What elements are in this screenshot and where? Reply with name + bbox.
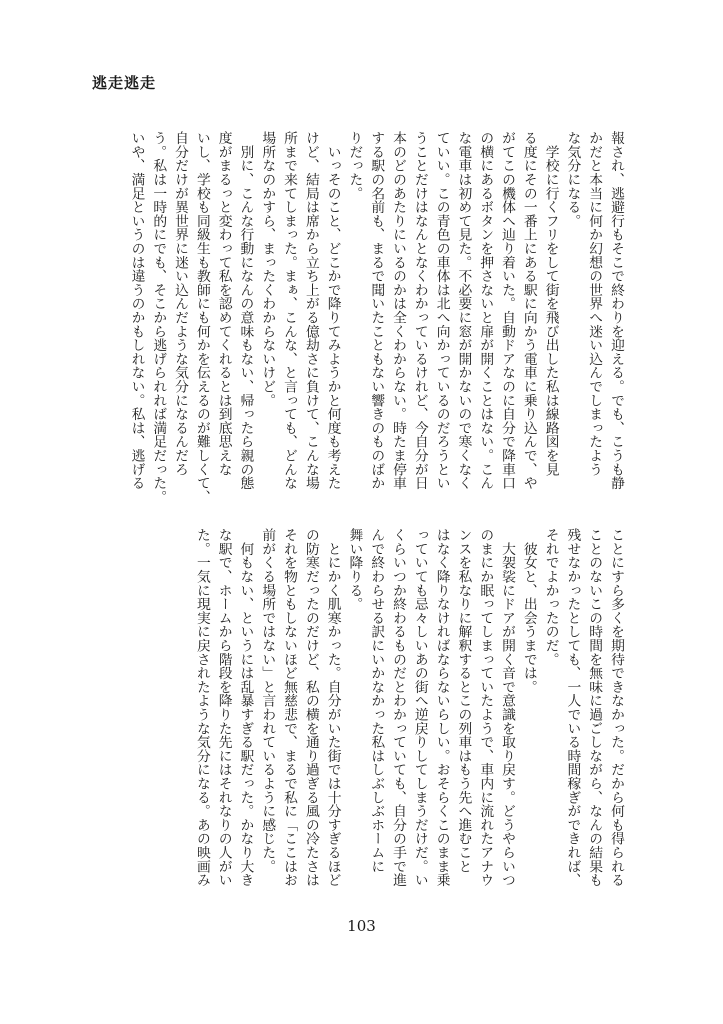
text-line: 何もない、というには乱暴すぎる駅だった。かなり大き	[237, 528, 254, 887]
text-line: う。私は一時的にでも、そこから逃げられれば満足だった。	[150, 131, 167, 504]
text-line: うことだけはなんとなくわかっているけれど、今自分が日	[411, 131, 428, 490]
text-line: 学校に行くフリをして街を飛び出した私は線路図を見	[542, 131, 559, 476]
text-line: 自分だけが異世界に迷い込んだような気分になるんだろ	[172, 131, 189, 476]
text-line: な電車は初めて見た。不必要に窓が開かないので寒くなく	[455, 131, 472, 490]
text-line: 度がまるっと変わって私を認めてくれるとは到底思えな	[215, 131, 232, 476]
text-line: それを物ともしないほど無慈悲で、まるで私に「ここはお	[281, 528, 298, 887]
text-line: けど、結局は席から立ち上がる億劫さに負けて、こんな場	[302, 131, 319, 490]
text-line: ことにすら多くを期待できなかった。だから何も得られる	[608, 528, 624, 887]
text-line: ンスを私なりに解釈するとこの列車はもう先へ進むこと	[455, 528, 472, 873]
text-line: いし、学校も同級生も教師にも何かを伝えるのが難しくて、	[193, 131, 210, 504]
text-line: 前がくる場所ではない」と言われているように感じた。	[259, 528, 276, 873]
text-line: ていい。この青色の車体は北へ向かっているのだろうとい	[433, 131, 450, 490]
text-line: んで終わらせる訳にいかなかった私はしぶしぶホームに	[368, 528, 385, 873]
page-number: 103	[347, 917, 376, 935]
text-line: くらいつか終わるものだとわかっていても、自分の手で進	[390, 528, 407, 887]
body-text-bottom	[102, 528, 626, 900]
text-line: っていても忌々しいあの街へ逆戻りしてしまうだけだ。い	[411, 528, 428, 887]
text-line: はなく降りなければならないらしい。おそらくこのまま乗	[433, 528, 450, 887]
text-line: のまにか眠ってしまっていたようで、車内に流れたアナウ	[477, 528, 494, 887]
text-line: な気分になる。	[564, 131, 581, 228]
text-line: する駅の名前も、まるで聞いたこともない響きのものばか	[368, 131, 385, 490]
text-line: りだった。	[346, 131, 363, 200]
text-line: それでよかったのだ。	[542, 528, 559, 666]
text-line: の防寒だったのだけど、私の横を通り過ぎる風の冷たさは	[302, 528, 319, 887]
body-text-top	[102, 131, 626, 503]
text-line: る度にその一番上にある駅に向かう電車に乗り込んで、や	[520, 131, 537, 490]
text-line: 別に、こんな行動になんの意味もない、帰ったら親の態	[237, 131, 254, 490]
text-line: いっそのこと、どこかで降りてみようかと何度も考えた	[324, 131, 341, 490]
text-line: 場所なのかすら、まったくわからないけど。	[259, 131, 276, 407]
text-line: た。一気に現実に戻されたような気分になる。あの映画み	[193, 528, 210, 887]
text-line: の横にあるボタンを押さないと扉が開くことはない。こん	[477, 131, 494, 490]
running-header-title: 逃走逃走	[92, 74, 157, 92]
text-line: な駅で、ホームから階段を降りた先にはそれなりの人がい	[215, 528, 232, 887]
text-line: かだと本当に何か幻想の世界へ迷い込んでしまったよう	[586, 131, 603, 476]
text-line: 残せなかったとしても、一人でいる時間稼ぎができれば、	[564, 528, 581, 887]
text-line: 舞い降りる。	[346, 528, 363, 611]
text-line: 彼女と、出会うまでは。	[520, 528, 537, 694]
text-line: 報され、逃避行もそこで終わりを迎える。でも、こうも静	[608, 131, 624, 490]
text-line: 所まで来てしまった。まぁ、こんな、と言っても、どんな	[281, 131, 298, 490]
text-line: ことのないこの時間を無味に過ごしながら、なんの結果も	[586, 528, 603, 887]
text-line: いや、満足というのは違うのかもしれない。私は、逃げる	[128, 131, 145, 490]
text-line: 本のどのあたりにいるのかは全くわからない。時たま停車	[390, 131, 407, 490]
text-line: とにかく肌寒かった。自分がいた街では十分すぎるほど	[324, 528, 341, 887]
text-line: 大袈裟にドアが開く音で意識を取り戻す。どうやらいつ	[499, 528, 516, 887]
text-line: がてこの機体へ辿り着いた。自動ドアなのに自分で降車口	[499, 131, 516, 490]
